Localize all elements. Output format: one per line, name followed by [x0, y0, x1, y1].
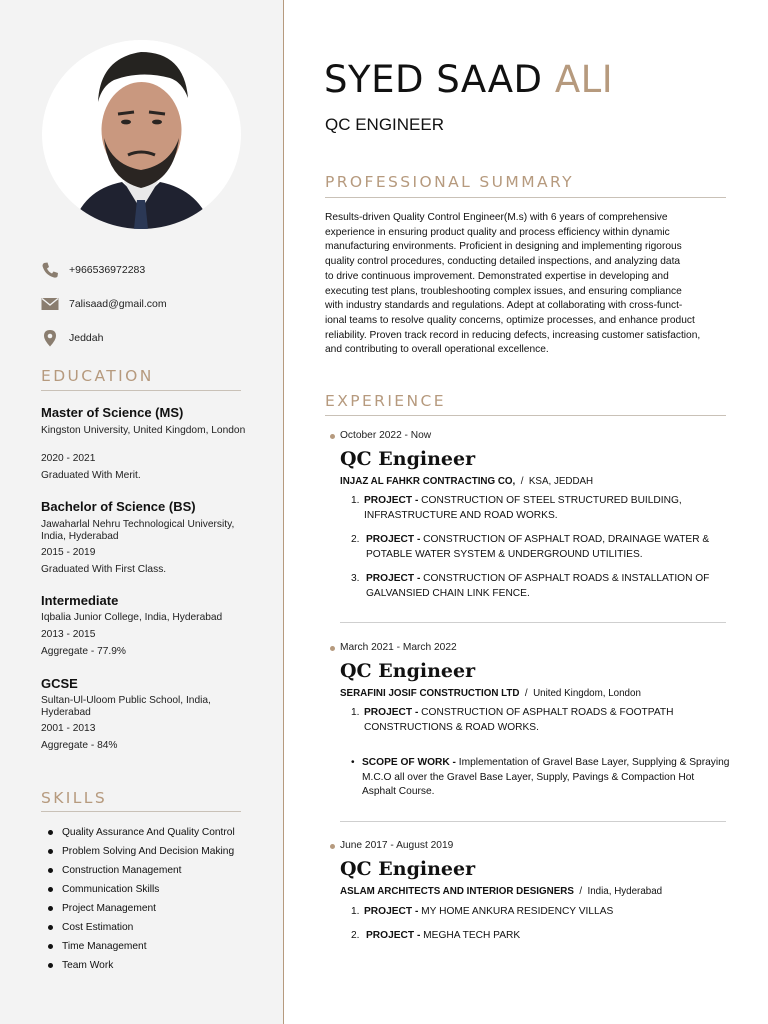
education-note: Graduated With First Class. — [41, 564, 167, 575]
summary-line: executing test plans, troubleshooting complex issues, and ensuring compliance — [325, 285, 682, 297]
education-divider — [41, 390, 241, 391]
scope-item — [351, 756, 355, 771]
item-number: 1. — [351, 707, 360, 718]
skill-item: Communication Skills — [62, 884, 160, 895]
item-label: PROJECT - — [364, 495, 419, 506]
item-label: PROJECT - — [364, 906, 419, 917]
summary-text — [325, 211, 735, 358]
summary-line: manufacturing environments. Proficient in designing and implementing rigorous — [325, 241, 682, 253]
project-item — [351, 533, 360, 548]
item-line: Implementation of Gravel Base Layer, Supplying & Spraying — [455, 757, 730, 768]
education-school: Kingston University, United Kingdom, London — [41, 425, 246, 436]
summary-divider — [325, 197, 726, 198]
job-title: QC Engineer — [340, 660, 476, 682]
education-degree: Intermediate — [41, 593, 119, 608]
job-date: October 2022 - Now — [340, 430, 432, 441]
skills-heading: SKILLS — [41, 789, 108, 807]
skill-item: Quality Assurance And Quality Control — [62, 827, 235, 838]
bullet-icon — [48, 887, 53, 892]
education-degree: Bachelor of Science (BS) — [41, 499, 196, 514]
project-item — [351, 929, 360, 944]
summary-line: reliability. Proven track record in reducing defects, increasing customer satisfaction, — [325, 329, 701, 341]
skill-item: Construction Management — [62, 865, 182, 876]
item-number: 3. — [351, 573, 360, 584]
item-label: PROJECT - — [366, 930, 421, 941]
summary-line: to drive continuous improvement. Demonstrated expertise in developing and — [325, 270, 669, 282]
experience-divider — [325, 415, 726, 416]
job-place: KSA, JEDDAH — [528, 476, 594, 487]
education-degree: Master of Science (MS) — [41, 405, 184, 420]
timeline-dot-icon — [330, 844, 335, 849]
bullet-icon — [48, 830, 53, 835]
person-portrait-icon — [42, 40, 241, 229]
job-place: India, Hyderabad — [587, 886, 663, 897]
summary-line: experience in ensuring product quality and process efficiency within dynamic — [325, 226, 670, 238]
education-years: 2001 - 2013 — [41, 723, 96, 734]
contact-email: 7alisaad@gmail.com — [69, 298, 167, 310]
contact-phone: +966536972283 — [69, 264, 146, 276]
education-heading: EDUCATION — [41, 367, 154, 385]
item-line: INFRASTRUCTURE AND ROAD WORKS. — [364, 509, 558, 521]
education-note: Aggregate - 77.9% — [41, 646, 126, 657]
skill-item: Cost Estimation — [62, 922, 134, 933]
job-company: INJAZ AL FAHKR CONTRACTING CO, — [340, 476, 516, 487]
project-item-text — [364, 706, 734, 735]
name-first: SYED SAAD — [324, 58, 543, 101]
item-label: PROJECT - — [366, 534, 421, 545]
education-years: 2020 - 2021 — [41, 453, 96, 464]
bullet-icon — [48, 849, 53, 854]
education-school: Sultan-Ul-Uloom Public School, India, Hyderabad — [41, 695, 211, 718]
job-role: QC ENGINEER — [325, 115, 445, 134]
job-date: March 2021 - March 2022 — [340, 642, 457, 653]
education-note: Graduated With Merit. — [41, 470, 141, 481]
job-divider — [340, 821, 726, 822]
bullet-icon — [48, 925, 53, 930]
item-number: 1. — [351, 495, 360, 506]
job-company-line: ASLAM ARCHITECTS AND INTERIOR DESIGNERS / India, Hyderabad — [340, 886, 663, 897]
education-school: Iqbalia Junior College, India, Hyderabad — [41, 612, 223, 623]
profile-photo — [42, 40, 241, 229]
job-place: United Kingdom, London — [533, 688, 641, 699]
bullet-icon: • — [351, 757, 355, 768]
job-company: ASLAM ARCHITECTS AND INTERIOR DESIGNERS — [340, 886, 574, 897]
summary-line: Results-driven Quality Control Engineer(M.s) with 6 years of comprehensive — [325, 212, 668, 223]
job-date: June 2017 - August 2019 — [340, 840, 454, 851]
item-line: M.C.O all over the Gravel Base Layer, Supply, Pavings & Compaction Hot — [362, 771, 695, 783]
skill-item: Team Work — [62, 960, 114, 971]
summary-line: with industry standards and regulations. Adept at collaborating with cross-funct- — [325, 300, 683, 312]
scope-item-text — [362, 756, 746, 800]
project-item — [351, 494, 360, 509]
location-pin-icon — [41, 329, 59, 347]
education-note: Aggregate - 84% — [41, 740, 118, 751]
item-line: CONSTRUCTIONS & ROAD WORKS. — [364, 721, 539, 733]
project-item — [351, 706, 360, 721]
item-label: PROJECT - — [364, 707, 419, 718]
item-number: 2. — [351, 930, 360, 941]
candidate-name — [324, 58, 613, 102]
item-line: MEGHA TECH PARK — [420, 930, 521, 941]
project-item — [351, 572, 360, 587]
project-item-text — [364, 905, 734, 920]
experience-heading: EXPERIENCE — [325, 392, 446, 410]
item-label: PROJECT - — [366, 573, 421, 584]
item-line: Asphalt Course. — [362, 786, 435, 798]
skill-item: Project Management — [62, 903, 157, 914]
education-school: Jawaharlal Nehru Technological University, India, Hyderabad — [41, 519, 235, 542]
project-item-text — [366, 533, 736, 562]
job-company-line: SERAFINI JOSIF CONSTRUCTION LTD / United Kingdom, London — [340, 688, 641, 699]
summary-heading: PROFESSIONAL SUMMARY — [325, 173, 575, 191]
item-line: GALVANSIED CHAIN LINK FENCE. — [366, 587, 530, 599]
email-icon — [41, 295, 59, 313]
project-item — [351, 905, 360, 920]
job-title: QC Engineer — [340, 448, 476, 470]
job-divider — [340, 622, 726, 623]
project-item-text — [364, 494, 734, 523]
project-item-text — [366, 572, 736, 601]
item-line: POTABLE WATER SYSTEM & UNDERGROUND UTILITIES. — [366, 548, 643, 560]
item-line: CONSTRUCTION OF STEEL STRUCTURED BUILDING, — [418, 495, 682, 506]
item-number: 1. — [351, 906, 360, 917]
item-line: CONSTRUCTION OF ASPHALT ROADS & INSTALLATION OF — [420, 573, 710, 584]
skills-divider — [41, 811, 241, 812]
skill-item: Problem Solving And Decision Making — [62, 846, 235, 857]
education-degree: GCSE — [41, 676, 78, 691]
summary-line: quality control procedures, conducting detailed inspections, and analyzing data — [325, 256, 681, 268]
item-line: CONSTRUCTION OF ASPHALT ROAD, DRAINAGE WATER & — [420, 534, 710, 545]
job-company: SERAFINI JOSIF CONSTRUCTION LTD — [340, 688, 520, 699]
summary-line: and contributing to overall operational excellence. — [325, 344, 549, 356]
item-number: 2. — [351, 534, 360, 545]
education-years: 2013 - 2015 — [41, 629, 96, 640]
bullet-icon — [48, 868, 53, 873]
job-company-line: INJAZ AL FAHKR CONTRACTING CO, / KSA, JEDDAH — [340, 476, 594, 487]
skill-item: Time Management — [62, 941, 147, 952]
item-line: CONSTRUCTION OF ASPHALT ROADS & FOOTPATH — [418, 707, 674, 718]
timeline-dot-icon — [330, 434, 335, 439]
bullet-icon — [48, 944, 53, 949]
education-years: 2015 - 2019 — [41, 547, 96, 558]
phone-icon — [41, 261, 59, 279]
project-item-text — [366, 929, 736, 944]
bullet-icon — [48, 906, 53, 911]
bullet-icon — [48, 963, 53, 968]
item-line: MY HOME ANKURA RESIDENCY VILLAS — [418, 906, 614, 917]
summary-line: ional teams to resolve quality concerns, optimize processes, and enhance product — [325, 314, 695, 326]
timeline-dot-icon — [330, 646, 335, 651]
job-title: QC Engineer — [340, 858, 476, 880]
contact-location: Jeddah — [69, 332, 104, 344]
name-last: ALI — [554, 58, 614, 101]
item-label: SCOPE OF WORK - — [362, 757, 456, 768]
